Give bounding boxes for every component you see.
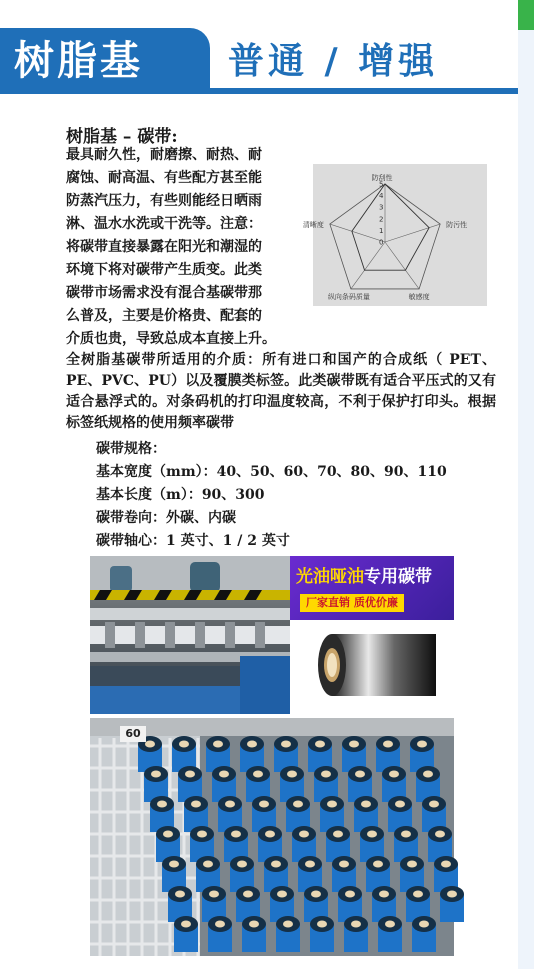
ribbon-roll-core <box>355 771 365 778</box>
radar-series <box>352 184 429 270</box>
ribbon-roll-core <box>429 801 439 808</box>
ribbon-roll-core <box>215 921 225 928</box>
spec-winding: 碳带卷向：外碳、内碳 <box>96 510 236 526</box>
ribbon-roll-core <box>185 771 195 778</box>
ribbon-roll-core <box>419 921 429 928</box>
radar-scale-label: 5 <box>379 180 384 189</box>
ribbon-roll-core <box>277 891 287 898</box>
intro-line: 么普及，主要是价格贵、配套的 <box>66 308 262 324</box>
ribbon-roll-core <box>283 921 293 928</box>
ribbon-roll-core <box>169 861 179 868</box>
radar-scale-label: 1 <box>379 226 384 235</box>
ribbon-roll-core <box>413 891 423 898</box>
ribbon-roll-core <box>417 741 427 748</box>
ad-title-highlight: 光油哑油 <box>296 567 364 587</box>
ribbon-roll-core <box>345 891 355 898</box>
ribbon-roll-core <box>265 831 275 838</box>
spec-heading: 碳带规格： <box>96 441 166 457</box>
ribbon-rolls-photo <box>90 718 454 956</box>
radar-spoke <box>385 242 419 289</box>
ribbon-roll-core <box>293 801 303 808</box>
ribbon-roll-core <box>209 891 219 898</box>
right-margin-strip <box>518 30 534 969</box>
ribbon-roll-core <box>317 921 327 928</box>
radar-chart <box>302 164 487 306</box>
ribbon-roll-core <box>305 861 315 868</box>
intro-line: 腐蚀、耐高温、有些配方甚至能 <box>66 170 262 186</box>
machine-illustration <box>90 556 290 714</box>
ribbon-roll-core <box>225 801 235 808</box>
ribbon-roll-core <box>219 771 229 778</box>
media-paragraph: 全树脂基碳带所适用的介质：所有进口和国产的合成纸（ PET、PE、PVC、PU）以及覆膜类标签。此类碳带既有适合平压式的又有适合悬浮式的。对条码机的打印温度较高，不利于保护打印头。根据标签纸规格的使用频率碳带 <box>66 352 496 431</box>
ribbon-roll-core <box>447 891 457 898</box>
radar-axis-label: 防污性 <box>446 221 468 230</box>
ribbon-roll-core <box>253 771 263 778</box>
radar-scale-label: 2 <box>379 215 384 224</box>
ribbon-roll-core <box>351 921 361 928</box>
intro-line: 介质也贵，导致总成本直接上升。 <box>66 331 276 347</box>
ribbon-roll-core <box>315 741 325 748</box>
ribbon-roll-core <box>249 921 259 928</box>
ribbon-roll-core <box>281 741 291 748</box>
ribbon-roll-core <box>321 771 331 778</box>
ribbon-roll-core <box>163 831 173 838</box>
ribbon-roll-core <box>191 801 201 808</box>
intro-line: 淋、温水水洗或干洗等。注意： <box>66 216 262 232</box>
ribbon-roll-core <box>385 921 395 928</box>
ribbon-roll-core <box>349 741 359 748</box>
ribbon-roll-core <box>247 741 257 748</box>
spec-length: 基本长度（m）：90、300 <box>96 487 265 503</box>
ribbon-roll-core <box>327 801 337 808</box>
radar-spoke <box>385 224 440 242</box>
ribbon-roll-core <box>259 801 269 808</box>
ribbon-roll-core <box>373 861 383 868</box>
machine-photo <box>90 556 290 714</box>
ad-photo <box>290 556 454 714</box>
intro-line: 将碳带直接暴露在阳光和潮湿的 <box>66 239 262 255</box>
radar-axis-label: 清晰度 <box>302 221 324 230</box>
radar-scale-label: 3 <box>379 203 384 212</box>
ribbon-roll-core <box>441 861 451 868</box>
radar-axis-label: 敏感度 <box>408 292 430 301</box>
ribbon-roll-core <box>157 801 167 808</box>
radar-spoke <box>330 224 385 242</box>
ribbon-roll-core <box>231 831 241 838</box>
ribbon-roll-core <box>339 861 349 868</box>
rolls-illustration <box>90 718 454 956</box>
ad-title-rest: 专用碳带 <box>364 567 432 587</box>
ribbon-roll-core <box>423 771 433 778</box>
ribbon-roll-core <box>389 771 399 778</box>
radar-axis-label: 纵向条码质量 <box>327 292 370 301</box>
radar-svg <box>302 164 487 306</box>
ribbon-roll-core <box>271 861 281 868</box>
ribbon-roll-core <box>213 741 223 748</box>
spec-list <box>96 438 447 553</box>
ribbon-roll-core <box>197 831 207 838</box>
ad-subtitle: 厂家直销 质优价廉 <box>300 594 404 612</box>
ribbon-roll-core <box>243 891 253 898</box>
ribbon-roll-core <box>299 831 309 838</box>
radar-scale-label: 0 <box>379 238 384 247</box>
radar-spoke <box>351 242 385 289</box>
page-subtitle: 普通 / 增强 <box>228 41 439 82</box>
ribbon-roll-core <box>383 741 393 748</box>
ribbon-roll-core <box>311 891 321 898</box>
intro-line: 防蒸汽压力，有些则能经日晒雨 <box>66 193 262 209</box>
spec-core: 碳带轴心：1 英寸、1 / 2 英寸 <box>96 533 290 549</box>
accent-bar <box>518 0 534 30</box>
ribbon-roll-core <box>145 741 155 748</box>
intro-paragraph <box>66 144 302 351</box>
intro-line: 最具耐久性，耐磨擦、耐热、耐 <box>66 147 262 163</box>
radar-scale-label: 4 <box>379 192 384 201</box>
ribbon-roll-illustration <box>290 556 454 714</box>
ribbon-roll-core <box>203 861 213 868</box>
ribbon-roll-core <box>435 831 445 838</box>
page-header <box>0 0 534 100</box>
ribbon-roll-core <box>287 771 297 778</box>
ribbon-roll-core <box>401 831 411 838</box>
ribbon-roll-core <box>367 831 377 838</box>
ribbon-roll-core <box>179 741 189 748</box>
intro-line: 环境下将对碳带产生质变。此类 <box>66 262 262 278</box>
ribbon-roll-core <box>333 831 343 838</box>
ribbon-roll-core <box>361 801 371 808</box>
ribbon-roll-core <box>237 861 247 868</box>
ribbon-roll-core <box>395 801 405 808</box>
intro-line: 碳带市场需求没有混合基碳带那 <box>66 285 262 301</box>
crate-label: 60 <box>120 726 146 742</box>
radar-axis-label: 防刮性 <box>371 174 393 182</box>
ribbon-roll-core <box>151 771 161 778</box>
ribbon-roll-core <box>379 891 389 898</box>
ribbon-roll-core <box>181 921 191 928</box>
ribbon-roll-core <box>407 861 417 868</box>
ribbon-roll-core <box>175 891 185 898</box>
section-title: 树脂基 – 碳带: <box>66 127 178 147</box>
spec-width: 基本宽度（mm）：40、50、60、70、80、90、110 <box>96 464 447 480</box>
page-title: 树脂基 <box>14 38 143 84</box>
